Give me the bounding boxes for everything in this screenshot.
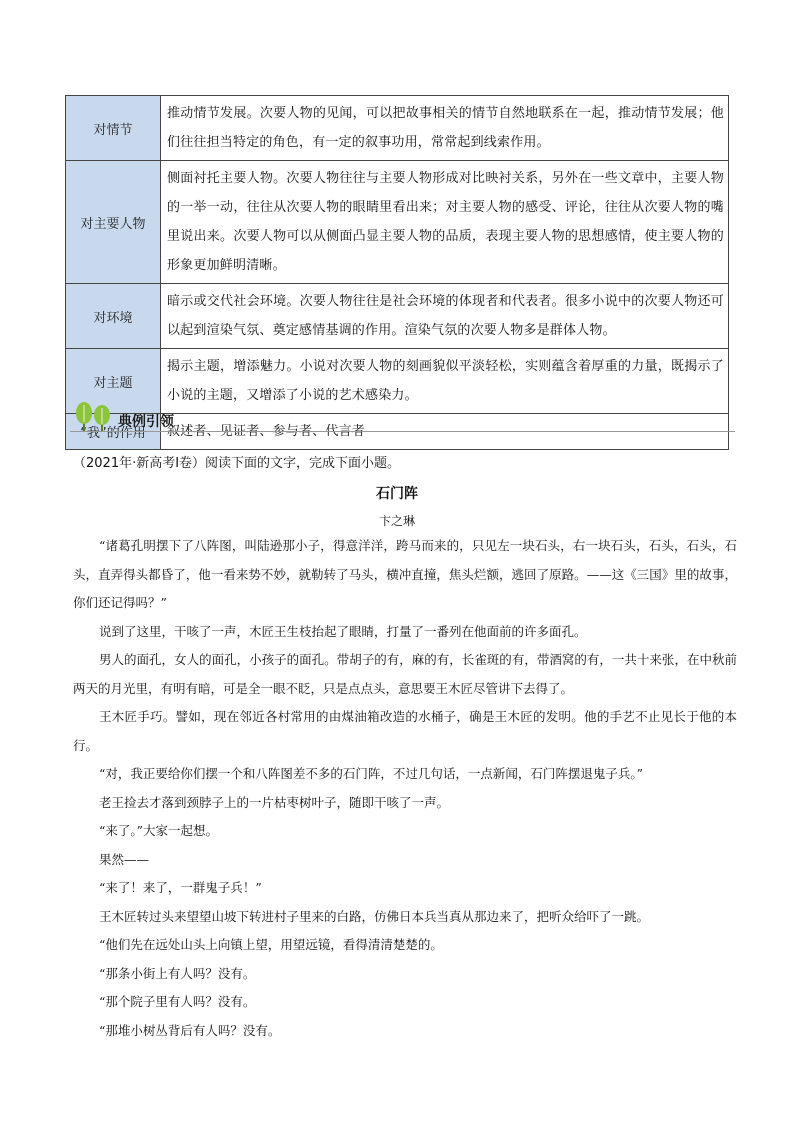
question-intro: （2021年·新高考Ⅰ卷）阅读下面的文字，完成下面小题。: [73, 456, 401, 471]
row-text: 揭示主题，增添魅力。小说对次要人物的刻画貌似平淡轻松，实则蕴含着厚重的力量，既揭示了小说的主题，又增添了小说的艺术感染力。: [161, 349, 729, 414]
summary-table: [65, 95, 729, 450]
story-paragraph: “诸葛孔明摆下了八阵图，叫陆逊那小子，得意洋洋，跨马而来的，只见左一块石头，右一块石头，石头，石头，石头，直弄得头都昏了，他一看来势不妙，就勒转了马头，横冲直撞，焦头烂额，逃回了原路。——这《三国》里的故事，你们还记得吗？”: [73, 538, 737, 610]
section-header: [70, 402, 735, 436]
row-text: 侧面衬托主要人物。次要人物往往与主要人物形成对比映衬关系，另外在一些文章中，主要人物的一举一动，往往从次要人物的眼睛里看出来；对主要人物的感受、评论，往往从次要人物的嘴里说出来。次要人物可以从侧面凸显主要人物的品质，表现主要人物的思想感情，使主要人物的形象更加鲜明清晰。: [161, 161, 729, 284]
story-paragraph: “他们先在远处山头上向镇上望，用望远镜，看得清清楚楚的。: [99, 937, 443, 952]
story-paragraph: “对，我正要给你们摆一个和八阵图差不多的石门阵，不过几句话，一点新闻，石门阵摆退鬼子兵。”: [99, 766, 644, 781]
table-row: [66, 161, 729, 284]
row-label: 对情节: [66, 96, 161, 161]
story-paragraph: 老王捡去才落到颈脖子上的一片枯枣树叶子，随即干咳了一声。: [99, 794, 450, 810]
story-paragraph: 王木匠转过头来望望山坡下转进村子里来的白路，仿佛日本兵当真从那边来了，把听众给吓了一跳。: [99, 908, 650, 924]
story-body: [73, 532, 737, 1045]
row-text: 叙述者、见证者、参与者、代言者: [161, 414, 729, 450]
table-row: [66, 284, 729, 349]
story-paragraph: “来了。”大家一起想。: [99, 823, 219, 838]
story-paragraph: “那条小街上有人吗？没有。: [99, 965, 256, 981]
story-paragraph: 说到了这里，干咳了一声，木匠王生枝抬起了眼睛，打量了一番列在他面前的许多面孔。: [99, 623, 587, 639]
section-title: 典例引领: [118, 414, 174, 430]
section-divider: [70, 431, 735, 432]
row-label: 对环境: [66, 284, 161, 349]
story-paragraph: 王木匠手巧。譬如，现在邻近各村常用的由煤油箱改造的水桶子，确是王木匠的发明。他的手艺不止见长于他的本行。: [73, 709, 737, 753]
story-paragraph: “来了！来了，一群鬼子兵！”: [99, 880, 262, 895]
story-paragraph: “那个院子里有人吗？没有。: [99, 994, 256, 1009]
leaf-icon: [70, 402, 114, 432]
story-title: 石门阵: [376, 486, 418, 502]
row-label: 对主要人物: [66, 161, 161, 284]
row-label: “我”的作用: [66, 414, 161, 450]
story-paragraph: 男人的面孔，女人的面孔，小孩子的面孔。带胡子的有，麻的有，长雀斑的有，带酒窝的有，一共十来张，在中秋前两天的月光里，有明有暗，可是全一眼不眨，只是点点头，意思要王木匠尽管讲下去得了。: [73, 652, 737, 696]
row-text: 暗示或交代社会环境。次要人物往往是社会环境的体现者和代表者。很多小说中的次要人物还可以起到渲染气氛、奠定感情基调的作用。渲染气氛的次要人物多是群体人物。: [161, 284, 729, 349]
row-label: 对主题: [66, 349, 161, 414]
story-paragraph: “那堆小树丛背后有人吗？没有。: [99, 1022, 281, 1038]
story-paragraph: 果然——: [99, 851, 150, 867]
row-text: 推动情节发展。次要人物的见闻，可以把故事相关的情节自然地联系在一起，推动情节发展；他们往往担当特定的角色，有一定的叙事功用，常常起到线索作用。: [161, 96, 729, 161]
story-author: 卞之琳: [378, 514, 415, 528]
table-row: [66, 96, 729, 161]
